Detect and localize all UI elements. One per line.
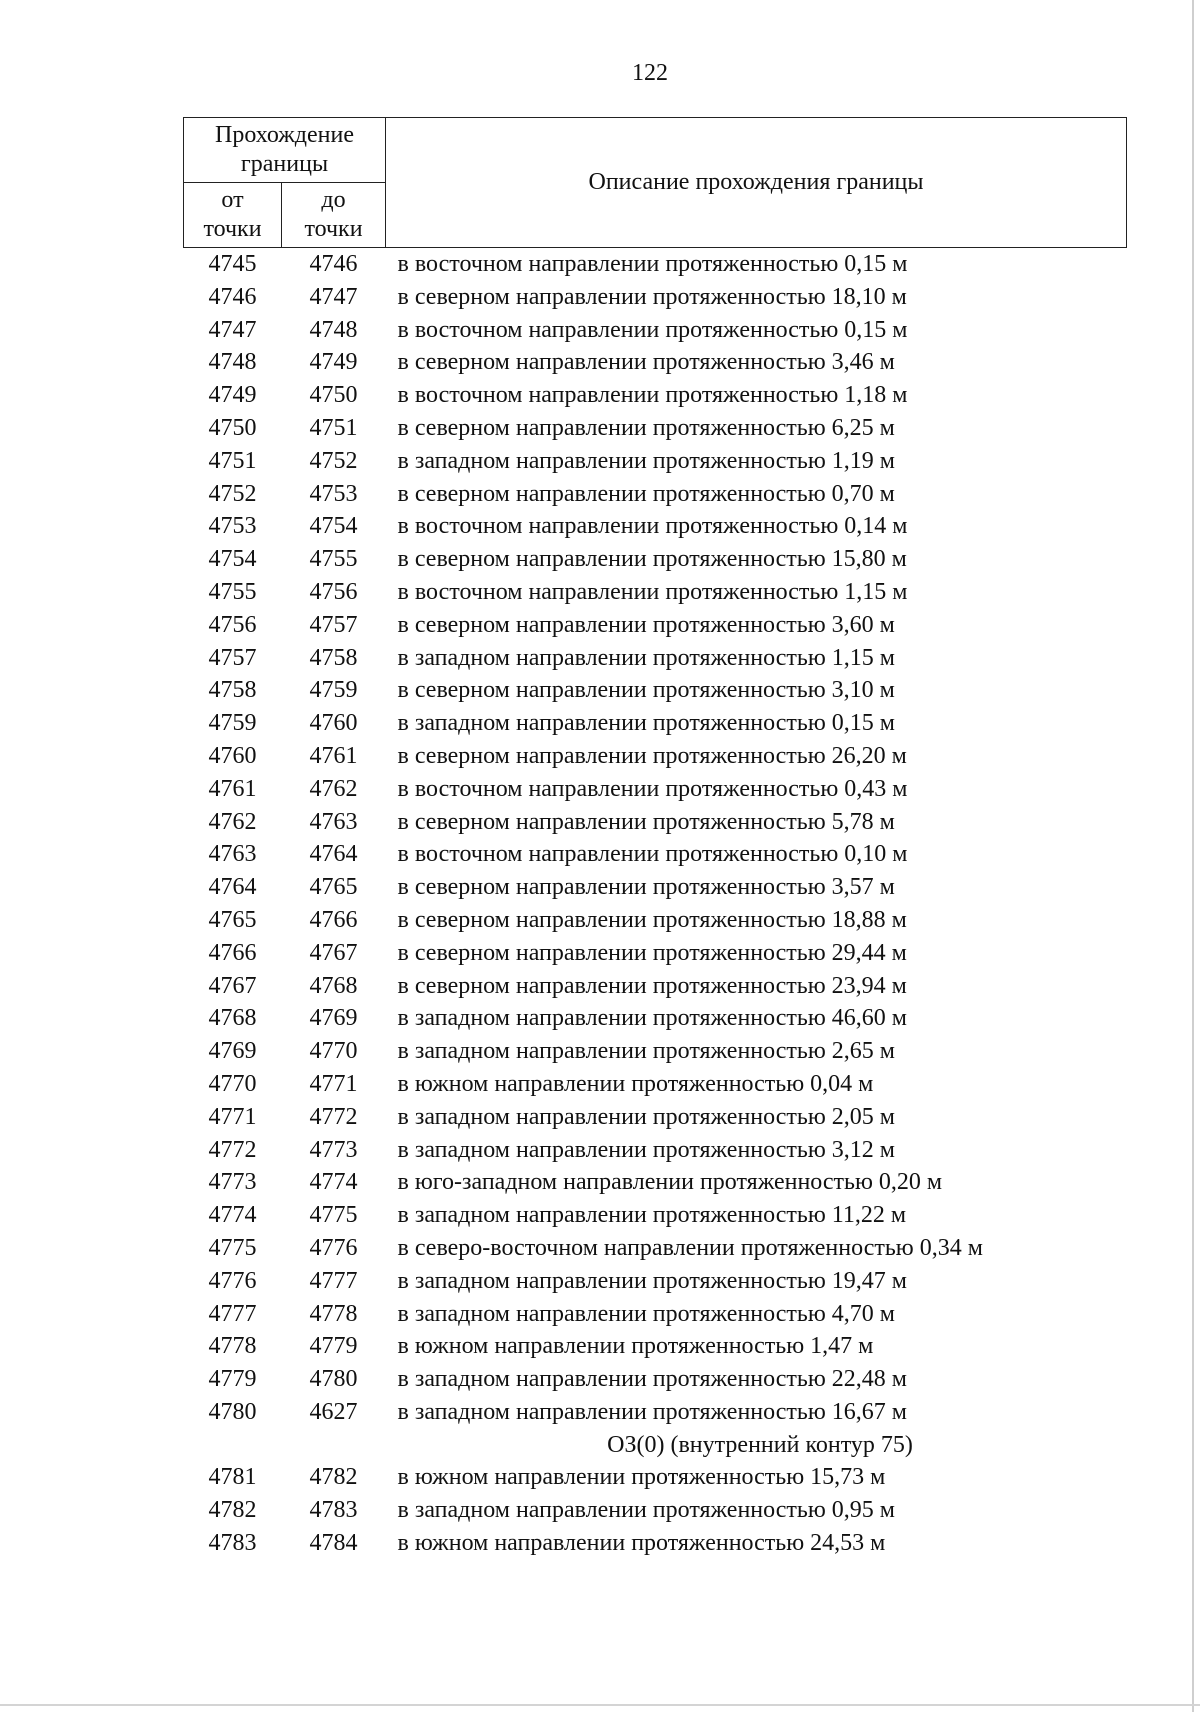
from-point-cell: 4760	[208, 742, 257, 769]
to-point-cell: 4774	[309, 1169, 358, 1196]
description-cell: в южном направлении протяженностью 1,47 м	[397, 1333, 874, 1360]
table-body	[184, 248, 1127, 1560]
table-row	[184, 1002, 1127, 1035]
header-boundary-passage: Прохождение границы	[184, 118, 386, 183]
to-point-cell: 4775	[309, 1202, 358, 1229]
scan-edge-bottom	[0, 1704, 1200, 1706]
to-point-cell: 4776	[309, 1234, 358, 1261]
from-point-cell: 4776	[208, 1267, 257, 1294]
table-row	[184, 740, 1127, 773]
from-point-cell: 4762	[208, 808, 257, 835]
table-header	[184, 118, 1127, 248]
description-cell: в западном направлении протяженностью 1,15 м	[397, 644, 895, 671]
to-point-cell: 4762	[309, 775, 358, 802]
to-point-cell: 4754	[309, 513, 358, 540]
section-title: ОЗ(0) (внутренний контур 75)	[607, 1431, 913, 1458]
to-point-cell: 4758	[309, 644, 358, 671]
description-cell: в северном направлении протяженностью 0,70 м	[397, 480, 895, 507]
to-point-cell: 4746	[309, 251, 358, 277]
description-cell: в северном направлении протяженностью 29,44 м	[397, 939, 907, 966]
description-cell: в восточном направлении протяженностью 0,43 м	[397, 775, 908, 802]
description-cell: в восточном направлении протяженностью 0,15 м	[397, 251, 908, 277]
to-point-cell: 4752	[309, 447, 358, 474]
table-row	[184, 1396, 1127, 1429]
description-cell: в западном направлении протяженностью 11,22 м	[397, 1202, 907, 1229]
from-point-cell: 4756	[208, 611, 257, 638]
table-row	[184, 379, 1127, 412]
description-cell: в южном направлении протяженностью 0,04 м	[397, 1070, 874, 1097]
description-cell: в западном направлении протяженностью 19,47 м	[397, 1267, 907, 1294]
to-point-cell: 4747	[309, 283, 358, 310]
header-from-point	[184, 183, 282, 248]
table-row	[184, 674, 1127, 707]
table-row	[184, 1068, 1127, 1101]
table-row	[184, 1265, 1127, 1298]
description-cell: в западном направлении протяженностью 4,70 м	[397, 1300, 895, 1327]
table-row	[184, 576, 1127, 609]
table-row	[184, 806, 1127, 839]
to-point-cell: 4761	[309, 742, 358, 769]
to-point-cell: 4779	[309, 1333, 358, 1360]
from-point-cell: 4750	[208, 414, 257, 441]
from-point-cell: 4772	[208, 1136, 257, 1163]
to-point-cell: 4755	[309, 546, 358, 573]
from-point-cell: 4751	[208, 447, 257, 474]
from-point-cell: 4770	[208, 1070, 257, 1097]
to-point-cell: 4766	[309, 906, 358, 933]
from-point-cell: 4763	[208, 841, 257, 868]
from-point-cell: 4746	[208, 283, 257, 310]
description-cell: в южном направлении протяженностью 15,73 м	[397, 1464, 886, 1491]
description-cell: в западном направлении протяженностью 0,15 м	[397, 710, 895, 737]
from-point-cell: 4765	[208, 906, 257, 933]
table-row	[184, 871, 1127, 904]
table-row	[184, 1298, 1127, 1331]
to-point-cell: 4783	[309, 1497, 358, 1524]
description-cell: в западном направлении протяженностью 2,05 м	[397, 1103, 895, 1130]
table-row	[184, 1527, 1127, 1560]
from-point-cell: 4754	[208, 546, 257, 573]
to-point-cell: 4782	[309, 1464, 358, 1491]
table-row	[184, 1363, 1127, 1396]
to-point-cell: 4756	[309, 578, 358, 605]
table-row	[184, 1461, 1127, 1494]
description-cell: в западном направлении протяженностью 0,95 м	[397, 1497, 895, 1524]
description-cell: в северном направлении протяженностью 18,10 м	[397, 283, 907, 310]
table-row	[184, 1232, 1127, 1265]
to-point-cell: 4764	[309, 841, 358, 868]
to-point-cell: 4778	[309, 1300, 358, 1327]
to-point-cell: 4760	[309, 710, 358, 737]
from-point-cell: 4761	[208, 775, 257, 802]
from-point-cell: 4779	[208, 1366, 257, 1393]
description-cell: в западном направлении протяженностью 22,48 м	[397, 1366, 907, 1393]
table-row	[184, 970, 1127, 1003]
description-cell: в восточном направлении протяженностью 1,15 м	[397, 578, 908, 605]
from-point-cell: 4780	[208, 1398, 257, 1425]
description-cell: в северном направлении протяженностью 3,57 м	[397, 874, 895, 901]
description-cell: в северном направлении протяженностью 26,20 м	[397, 742, 907, 769]
description-cell: в северном направлении протяженностью 3,46 м	[397, 349, 895, 376]
to-point-cell: 4769	[309, 1005, 358, 1032]
header-description: Описание прохождения границы	[386, 118, 1127, 248]
table-row	[184, 248, 1127, 281]
from-point-cell: 4759	[208, 710, 257, 737]
to-point-cell: 4772	[309, 1103, 358, 1130]
description-cell: в северном направлении протяженностью 5,78 м	[397, 808, 895, 835]
from-point-cell: 4745	[208, 251, 257, 277]
section-row	[184, 1429, 1127, 1462]
description-cell: в северном направлении протяженностью 3,60 м	[397, 611, 895, 638]
to-point-cell: 4749	[309, 349, 358, 376]
to-point-cell: 4763	[309, 808, 358, 835]
from-point-cell: 4768	[208, 1005, 257, 1032]
to-point-cell: 4757	[309, 611, 358, 638]
boundary-table	[183, 117, 1127, 1560]
table-row	[184, 1035, 1127, 1068]
from-point-cell: 4747	[208, 316, 257, 343]
description-cell: в западном направлении протяженностью 2,65 м	[397, 1038, 895, 1065]
table-row	[184, 1166, 1127, 1199]
to-point-cell: 4759	[309, 677, 358, 704]
from-point-cell: 4774	[208, 1202, 257, 1229]
to-point-cell: 4750	[309, 382, 358, 409]
description-cell: в западном направлении протяженностью 16,67 м	[397, 1398, 907, 1425]
table-row	[184, 609, 1127, 642]
from-point-cell: 4773	[208, 1169, 257, 1196]
from-point-cell: 4752	[208, 480, 257, 507]
from-point-cell: 4778	[208, 1333, 257, 1360]
table-row	[184, 1330, 1127, 1363]
description-cell: в восточном направлении протяженностью 0,14 м	[397, 513, 908, 540]
to-point-cell: 4770	[309, 1038, 358, 1065]
table-row	[184, 1494, 1127, 1527]
description-cell: в северном направлении протяженностью 3,10 м	[397, 677, 895, 704]
from-point-cell: 4757	[208, 644, 257, 671]
to-point-cell: 4773	[309, 1136, 358, 1163]
from-point-cell: 4777	[208, 1300, 257, 1327]
description-cell: в юго-западном направлении протяженностью 0,20 м	[397, 1169, 943, 1196]
table-row	[184, 445, 1127, 478]
to-point-cell: 4777	[309, 1267, 358, 1294]
header-from-line2: точки	[203, 216, 262, 242]
table-row	[184, 838, 1127, 871]
from-point-cell: 4783	[208, 1530, 257, 1557]
from-point-cell: 4771	[208, 1103, 257, 1130]
page-number: 122	[632, 60, 668, 86]
to-point-cell: 4748	[309, 316, 358, 343]
table-row	[184, 642, 1127, 675]
description-cell: в северном направлении протяженностью 6,25 м	[397, 414, 895, 441]
table-row	[184, 412, 1127, 445]
description-cell: в южном направлении протяженностью 24,53 м	[397, 1530, 886, 1557]
from-point-cell: 4749	[208, 382, 257, 409]
table-row	[184, 937, 1127, 970]
to-point-cell: 4784	[309, 1530, 358, 1557]
description-cell: в северном направлении протяженностью 15,80 м	[397, 546, 907, 573]
from-point-cell: 4775	[208, 1234, 257, 1261]
description-cell: в северо-восточном направлении протяженностью 0,34 м	[397, 1234, 983, 1261]
description-cell: в западном направлении протяженностью 3,12 м	[397, 1136, 895, 1163]
from-point-cell: 4758	[208, 677, 257, 704]
from-point-cell: 4767	[208, 972, 257, 999]
to-point-cell: 4780	[309, 1366, 358, 1393]
to-point-cell: 4627	[309, 1398, 358, 1425]
description-cell: в восточном направлении протяженностью 1,18 м	[397, 382, 908, 409]
scan-edge-right	[1192, 0, 1194, 1712]
header-to-point	[282, 183, 386, 248]
table-row	[184, 1134, 1127, 1167]
header-to-line1: до	[321, 187, 346, 213]
header-from-line1: от	[221, 187, 244, 213]
table-row	[184, 478, 1127, 511]
from-point-cell: 4781	[208, 1464, 257, 1491]
from-point-cell: 4766	[208, 939, 257, 966]
from-point-cell: 4753	[208, 513, 257, 540]
description-cell: в восточном направлении протяженностью 0,15 м	[397, 316, 908, 343]
header-to-line2: точки	[304, 216, 363, 242]
table-row	[184, 510, 1127, 543]
table-row	[184, 773, 1127, 806]
from-point-cell: 4748	[208, 349, 257, 376]
table-row	[184, 1199, 1127, 1232]
description-cell: в северном направлении протяженностью 23,94 м	[397, 972, 907, 999]
to-point-cell: 4771	[309, 1070, 358, 1097]
description-cell: в восточном направлении протяженностью 0,10 м	[397, 841, 908, 868]
table-row	[184, 281, 1127, 314]
to-point-cell: 4753	[309, 480, 358, 507]
table-row	[184, 314, 1127, 347]
from-point-cell: 4782	[208, 1497, 257, 1524]
table-row	[184, 707, 1127, 740]
description-cell: в западном направлении протяженностью 1,19 м	[397, 447, 895, 474]
description-cell: в северном направлении протяженностью 18,88 м	[397, 906, 907, 933]
description-cell: в западном направлении протяженностью 46,60 м	[397, 1005, 907, 1032]
to-point-cell: 4765	[309, 874, 358, 901]
to-point-cell: 4751	[309, 414, 358, 441]
table-row	[184, 346, 1127, 379]
table-row	[184, 543, 1127, 576]
from-point-cell: 4764	[208, 874, 257, 901]
table-row	[184, 1101, 1127, 1134]
to-point-cell: 4767	[309, 939, 358, 966]
from-point-cell: 4755	[208, 578, 257, 605]
to-point-cell: 4768	[309, 972, 358, 999]
from-point-cell: 4769	[208, 1038, 257, 1065]
table-row	[184, 904, 1127, 937]
